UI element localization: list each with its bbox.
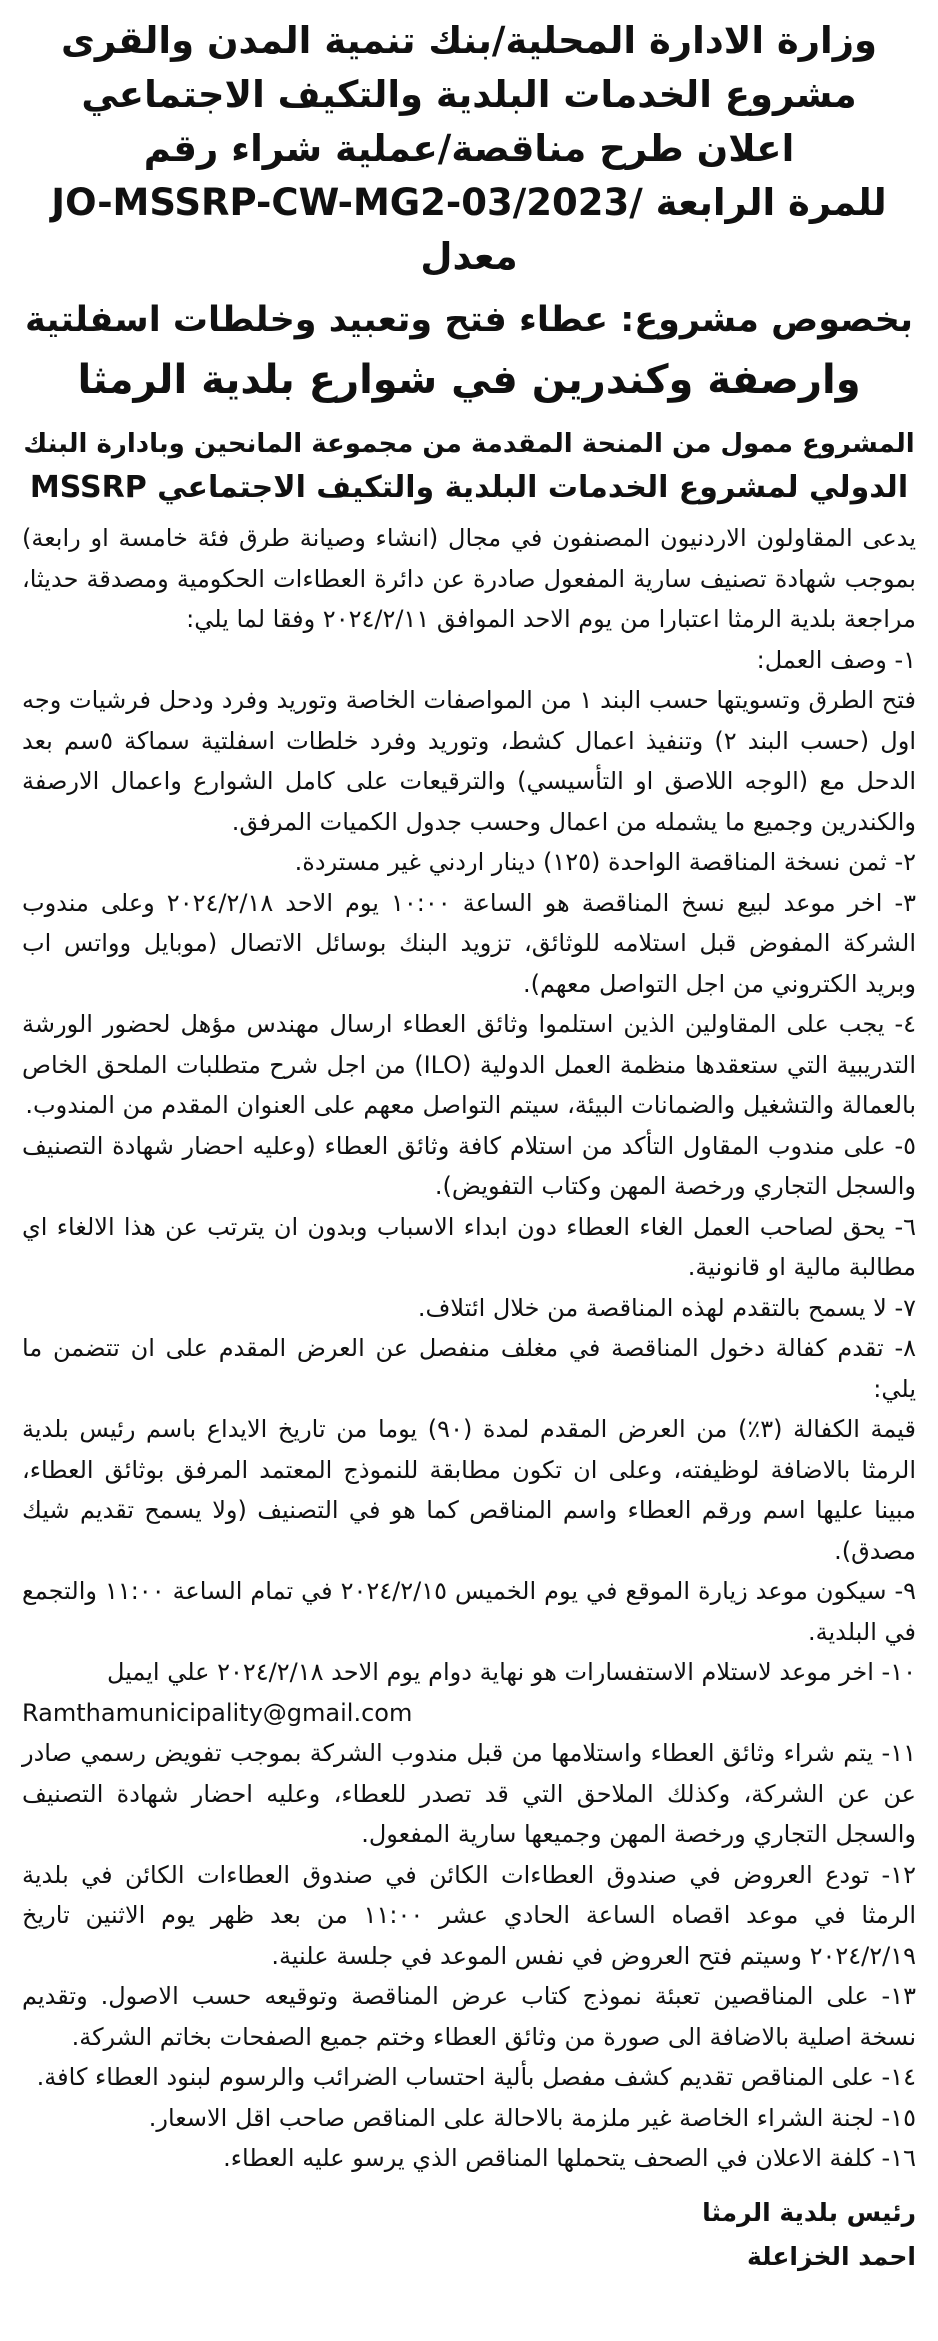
item-12: ١٢- تودع العروض في صندوق العطاءات الكائن في صندوق العطاءات الكائن في بلدية الرمثا في موعد اقصاه الساعة الحادي عشر ١١:٠٠ من بعد ظهر يوم الاثنين تاريخ ٢٠٢٤/٢/١٩ وسيتم فتح العروض في نفس الموعد في جلسة علنية. [22,1860,916,1970]
signature-name: احمد الخزاعلة [746,2241,916,2271]
item-2: ٢- ثمن نسخة المناقصة الواحدة (١٢٥) دينار اردني غير مستردة. [294,848,916,876]
subject-line-1: بخصوص مشروع: عطاء فتح وتعبيد وخلطات اسفلتية [25,300,913,340]
email-address: Ramthamunicipality@gmail.com [22,1698,413,1727]
item-8: ٨- تقدم كفالة دخول المناقصة في مغلف منفصل عن العرض المقدم على ان تتضمن ما يلي: [22,1334,916,1403]
item-8-detail: قيمة الكفالة (٣٪) من العرض المقدم لمدة (٩٠) يوما من تاريخ الايداع باسم رئيس بلدية الرمثا بالاضافة لوظيفته، وعلى ان تكون مطابقة للنموذج المعتمد المرفق بوثائق العطاء، مبينا عليها اسم ورقم العطاء واسم المناقص كما هو في التصنيف (ولا يسمح تقديم شيك مصدق). [22,1415,917,1565]
funding-line-2: الدولي لمشروع الخدمات البلدية والتكيف الاجتماعي MSSRP [29,470,909,505]
announcement-header [22,14,916,510]
project-title: مشروع الخدمات البلدية والتكيف الاجتماعي [81,73,857,116]
item-5: ٥- على مندوب المقاول التأكد من استلام كافة وثائق العطاء (وعليه احضار شهادة التصنيف والسجل التجاري ورخصة المهن وكتاب التفويض). [22,1131,916,1200]
signature-block [22,2191,916,2279]
item-16: ١٦- كلفة الاعلان في الصحف يتحملها المناقص الذي يرسو عليه العطاء. [223,2144,916,2172]
item-4: ٤- يجب على المقاولين الذين استلموا وثائق العطاء ارسال مهندس مؤهل لحضور الورشة التدريبية التي ستعقدها منظمة العمل الدولية (ILO) من اجل شرح متطلبات الملحق الخاص بالعمالة والتشغيل والضمانات البيئة، سيتم التواصل معهم على العنوان المقدم من المندوب. [22,1010,916,1119]
item-3: ٣- اخر موعد لبيع نسخ المناقصة هو الساعة ١٠:٠٠ يوم الاحد ٢٠٢٤/٢/١٨ وعلى مندوب الشركة المفوض قبل استلامه للوثائق، تزويد البنك بوسائل الاتصال (موبايل وواتس اب وبريد الكتروني من اجل التواصل معهم). [22,888,916,998]
announcement-title: اعلان طرح مناقصة/عملية شراء رقم [143,127,795,170]
amended-label: معدل [420,235,518,278]
item-1-title: ١- وصف العمل: [756,645,916,674]
intro-paragraph: يدعى المقاولون الاردنيون المصنفون في مجال (انشاء وصيانة طرق فئة خامسة او رابعة) بموجب شهادة تصنيف سارية المفعول صادرة عن دائرة العطاءات الحكومية ومصدقة حديثا، مراجعة بلدية الرمثا اعتبارا من يوم الاحد الموافق ٢٠٢٤/٢/١١ وفقا لما يلي: [22,524,916,633]
tender-code: JO-MSSRP-CW-MG2-03/2023/ للمرة الرابعة [51,181,887,224]
item-9: ٩- سيكون موعد زيارة الموقع في يوم الخميس ٢٠٢٤/٢/١٥ في تمام الساعة ١١:٠٠ والتجمع في البلدية. [22,1577,916,1646]
funding-line-1: المشروع ممول من المنحة المقدمة من مجموعة المانحين وبادارة البنك [23,429,915,459]
signature-title: رئيس بلدية الرمثا [702,2197,916,2227]
subject-block [22,290,916,410]
item-15: ١٥- لجنة الشراء الخاصة غير ملزمة بالاحالة على المناقص صاحب اقل الاسعار. [148,2103,916,2132]
ministry-title: وزارة الادارة المحلية/بنك تنمية المدن والقرى [60,19,878,62]
subject-line-2: وارصفة وكندرين في شوارع بلدية الرمثا [77,357,861,403]
item-10: ١٠- اخر موعد لاستلام الاستفسارات هو نهاية دوام يوم الاحد ٢٠٢٤/٢/١٨ علي ايميل [106,1658,916,1686]
announcement-body [22,518,916,2179]
item-6: ٦- يحق لصاحب العمل الغاء العطاء دون ابداء الاسباب وبدون ان يترتب عن هذا الالغاء اي مطالبة مالية او قانونية. [22,1212,916,1281]
item-1-text: فتح الطرق وتسويتها حسب البند ١ من المواصفات الخاصة وتوريد وفرد ودحل فرشيات وجه اول (حسب البند ٢) وتنفيذ اعمال كشط، وتوريد وفرد خلطات اسفلتية سماكة ٥سم بعد الدحل مع (الوجه اللاصق او التأسيسي) والترقيعات على كامل الشوارع واعمال الارصفة والكندرين وجميع ما يشمله من اعمال وحسب جدول الكميات المرفق. [22,686,916,836]
item-7: ٧- لا يسمح بالتقدم لهذه المناقصة من خلال ائتلاف. [417,1293,916,1322]
item-11: ١١- يتم شراء وثائق العطاء واستلامها من قبل مندوب الشركة بموجب تفويض رسمي صادر عن عن الشركة، وكذلك الملاحق التي قد تصدر للعطاء، وعليه احضار شهادة التصنيف والسجل التجاري ورخصة المهن وجميعها سارية المفعول. [22,1739,916,1848]
funding-block [22,422,916,510]
item-14: ١٤- على المناقص تقديم كشف مفصل بألية احتساب الضرائب والرسوم لبنود العطاء كافة. [36,2063,916,2091]
item-13: ١٣- على المناقصين تعبئة نموذج كتاب عرض المناقصة وتوقيعه حسب الاصول. وتقديم نسخة اصلية بالاضافة الى صورة من وثائق العطاء وختم جميع الصفحات بخاتم الشركة. [22,1982,916,2051]
